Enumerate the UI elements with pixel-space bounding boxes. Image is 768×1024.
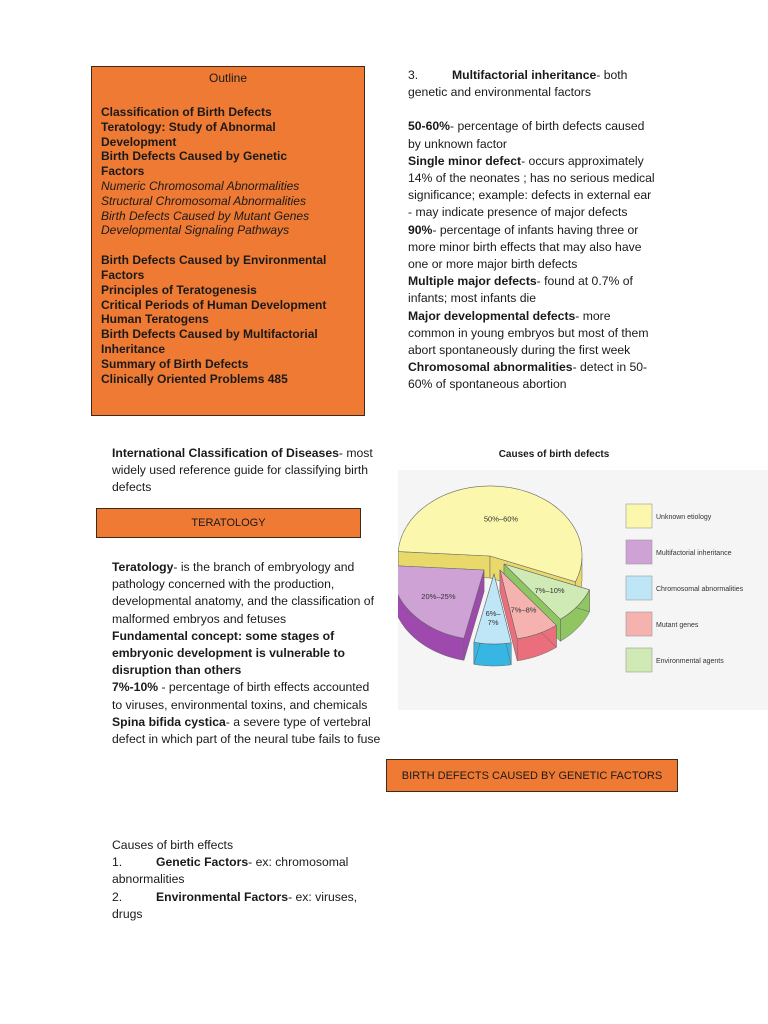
pie-slice-label: 20%–25% <box>421 592 456 602</box>
genetic-factors-banner: BIRTH DEFECTS CAUSED BY GENETIC FACTORS <box>386 759 678 792</box>
term-50-60: 50-60% <box>408 119 451 134</box>
outline-item: Factors <box>101 164 145 179</box>
pie-chart <box>398 470 768 710</box>
outline-item: Summary of Birth Defects <box>101 356 249 371</box>
term-major-developmental: Major developmental defects <box>408 308 576 323</box>
term-single-minor: Single minor defect <box>408 153 522 168</box>
term-chromosomal: Chromosomal abnormalities <box>408 360 573 375</box>
desc-teratology: - is the branch of embryology and pathology concerned with the production, developmental anatomy, and the classification of malformed embryos and fetuses <box>112 560 374 626</box>
outline-group-2 <box>101 253 355 386</box>
outline-item: Birth Defects Caused by Mutant Genes <box>101 208 310 223</box>
icd-paragraph <box>112 445 374 497</box>
cause-2 <box>112 889 367 923</box>
outline-item: Critical Periods of Human Development <box>101 297 327 312</box>
cause-2-term: Environmental Factors <box>156 889 289 904</box>
outline-item: Principles of Teratogenesis <box>101 282 257 297</box>
desc-spina-bifida: - a severe type of vertebral defect in which part of the neural tube fails to fuse <box>112 714 381 747</box>
outline-item: Development <box>101 134 177 149</box>
legend-swatch <box>626 504 652 528</box>
item-3-term: Multifactorial inheritance <box>452 68 597 82</box>
cause-1-number: 1. <box>112 855 123 870</box>
paragraph-fundamental-concept: Fundamental concept: some stages of embryonic development is vulnerable to disruption than others <box>112 628 345 678</box>
term-icd: International Classification of Diseases <box>112 446 339 460</box>
outline-item: Inheritance <box>101 341 166 356</box>
paragraph-major-developmental <box>408 308 660 360</box>
paragraph-chromosomal <box>408 359 660 393</box>
legend-label: Chromosomal abnormalities <box>656 586 744 593</box>
desc-single-minor: - occurs approximately 14% of the neonates ; has no serious medical significance; example: defects in external ear <box>408 153 655 203</box>
legend-swatch <box>626 648 652 672</box>
desc-7-10: - percentage of birth effects accounted to viruses, environmental toxins, and chemicals <box>112 680 370 712</box>
cause-1-term: Genetic Factors <box>156 855 249 870</box>
pie-chart-area <box>398 470 768 710</box>
legend-swatch <box>626 612 652 636</box>
paragraph-minor-defect <box>408 153 660 205</box>
outline-item: Numeric Chromosomal Abnormalities <box>101 178 300 193</box>
outline-item: Birth Defects Caused by Genetic <box>101 149 288 164</box>
item-3-number: 3. <box>408 68 419 82</box>
outline-item: Human Teratogens <box>101 312 209 327</box>
term-teratology: Teratology <box>112 560 174 574</box>
teratology-banner: TERATOLOGY <box>96 508 361 538</box>
right-column <box>408 67 660 394</box>
outline-item: Birth Defects Caused by Multifactorial <box>101 327 318 342</box>
desc-chromosomal: - detect in 50-60% of spontaneous abortion <box>408 360 648 392</box>
term-multiple-major: Multiple major defects <box>408 274 537 289</box>
causes-section <box>112 837 367 923</box>
paragraph-multiple-major <box>408 273 660 307</box>
legend-label: Environmental agents <box>656 658 724 665</box>
term-7-10: 7%-10% <box>112 680 159 695</box>
item-3 <box>408 67 660 101</box>
item-3-desc: - both genetic and environmental factors <box>408 68 628 100</box>
pie-slice-label: 6%– <box>485 608 501 618</box>
outline-title: Outline <box>208 71 248 85</box>
pie-slice-label: 7% <box>487 617 499 627</box>
outline-item: Teratology: Study of Abnormal <box>101 119 276 134</box>
outline-item: Classification of Birth Defects <box>101 105 272 119</box>
cause-1-desc: - ex: chromosomal abnormalities <box>112 855 349 887</box>
desc-90: - percentage of infants having three or more minor birth effects that may also have one or more major birth defects <box>408 222 642 272</box>
cause-1 <box>112 854 367 888</box>
outline-item: Factors <box>101 267 145 282</box>
causes-title: Causes of birth effects <box>112 838 234 852</box>
paragraph-teratology <box>112 559 382 628</box>
legend-label: Unknown etiology <box>656 514 712 521</box>
desc-multiple-major: - found at 0.7% of infants; most infants die <box>408 274 633 306</box>
legend-swatch <box>626 576 652 600</box>
legend-label: Multifactorial inheritance <box>656 550 732 557</box>
desc-major-developmental: - more common in young embryos but most of them abort spontaneously during the first week <box>408 308 649 358</box>
legend-label: Mutant genes <box>656 622 699 629</box>
desc-50-60: - percentage of birth defects caused by unknown factor <box>408 119 645 151</box>
pie-slice-label: 50%–60% <box>483 514 519 524</box>
paragraph-7-10 <box>112 679 382 713</box>
desc-icd: - most widely used reference guide for classifying birth defects <box>112 446 373 495</box>
outline-box <box>91 66 365 416</box>
outline-item: Birth Defects Caused by Environmental <box>101 253 327 268</box>
paragraph-90 <box>408 222 660 274</box>
outline-item: Developmental Signaling Pathways <box>101 223 290 238</box>
cause-2-desc: - ex: viruses, drugs <box>112 889 358 921</box>
legend-swatch <box>626 540 652 564</box>
paragraph-spina-bifida <box>112 714 382 748</box>
pie-slice-label: 7%–10% <box>534 586 565 596</box>
term-90: 90% <box>408 222 433 237</box>
cause-2-number: 2. <box>112 889 123 904</box>
paragraph-unknown-factor <box>408 118 660 152</box>
pie-slice-label: 7%–8% <box>510 605 537 615</box>
outline-item: Clinically Oriented Problems 485 <box>101 371 288 386</box>
teratology-section <box>112 559 382 748</box>
paragraph-major-presence: - may indicate presence of major defects <box>408 205 628 220</box>
outline-item: Structural Chromosomal Abnormalities <box>101 193 306 208</box>
outline-group-1 <box>101 105 355 238</box>
chart-title: Causes of birth defects <box>498 449 610 460</box>
term-spina-bifida: Spina bifida cystica <box>112 714 226 729</box>
